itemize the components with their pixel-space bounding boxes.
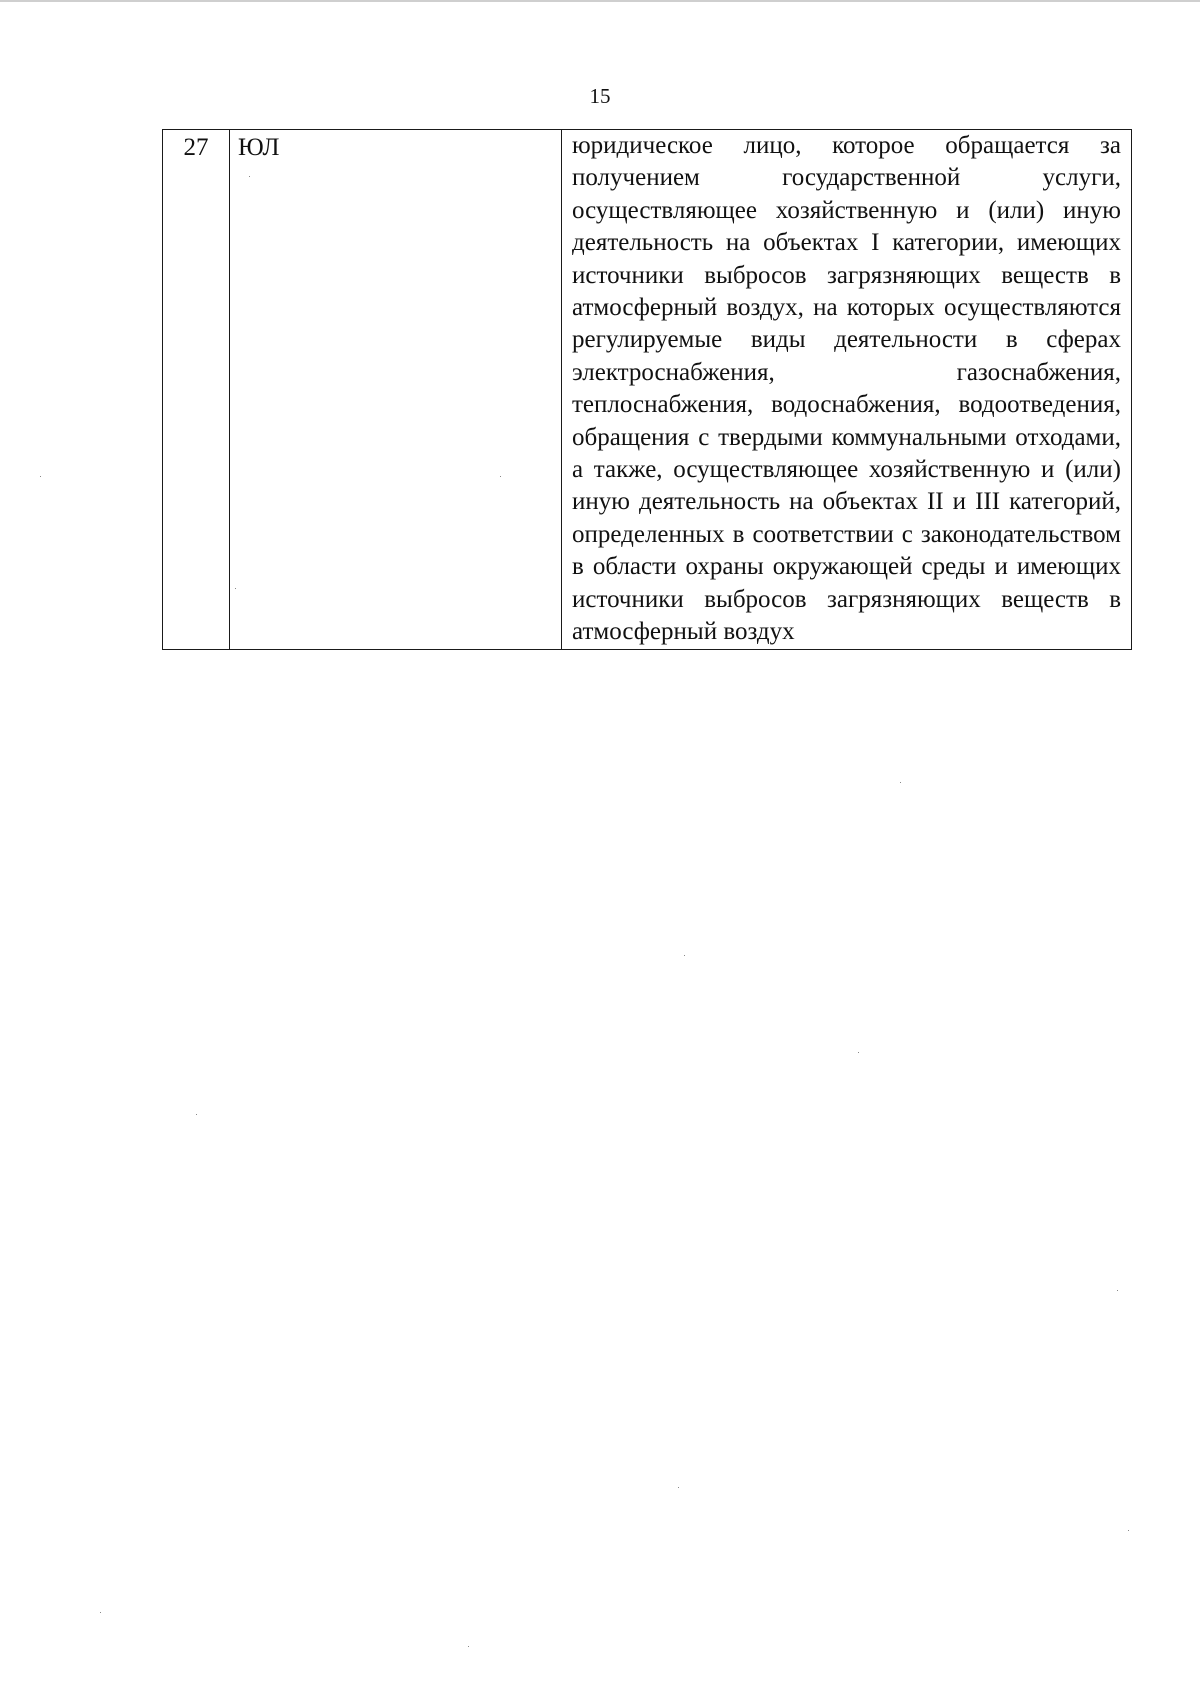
description-cell: юридическое лицо, которое обращается за получением государственной услуги, осуществляющее хозяйственную и (или) иную деятельность на объектах I категории, имеющих источники выбросов загрязняющих веществ в атмосферный воздух, на которых осуществляются регулируемые виды деятельности в сферах электроснабжения, газоснабжения, теплоснабжения, водоснабжения, водоотведения, обращения с твердыми коммунальными отходами, а также, осуществляющее хозяйственную и (или) иную деятельность на объектах II и III категорий, определенных в соответствии с законодательством в области охраны окружающей среды и имеющих источники выбросов загрязняющих веществ в атмосферный воздух: [562, 130, 1132, 650]
scan-speck: [500, 476, 501, 477]
scan-speck: [40, 476, 41, 477]
scan-speck: [196, 1114, 197, 1115]
scan-speck: [678, 1487, 679, 1488]
scan-speck: [249, 176, 250, 177]
row-number-cell: 27: [163, 130, 230, 650]
scan-speck: [1117, 1290, 1118, 1291]
scan-speck: [900, 782, 901, 783]
table-row: [163, 130, 1132, 650]
scan-speck: [1128, 1530, 1129, 1531]
scan-speck: [468, 1646, 469, 1647]
scan-speck: [235, 588, 236, 589]
abbreviation-cell: ЮЛ: [230, 130, 562, 650]
page-number: 15: [589, 84, 611, 108]
scan-speck: [100, 1612, 101, 1613]
scan-edge-line: [0, 0, 1200, 2]
scan-speck: [684, 955, 685, 956]
scan-speck: [858, 1052, 859, 1053]
definitions-table: [162, 129, 1132, 650]
